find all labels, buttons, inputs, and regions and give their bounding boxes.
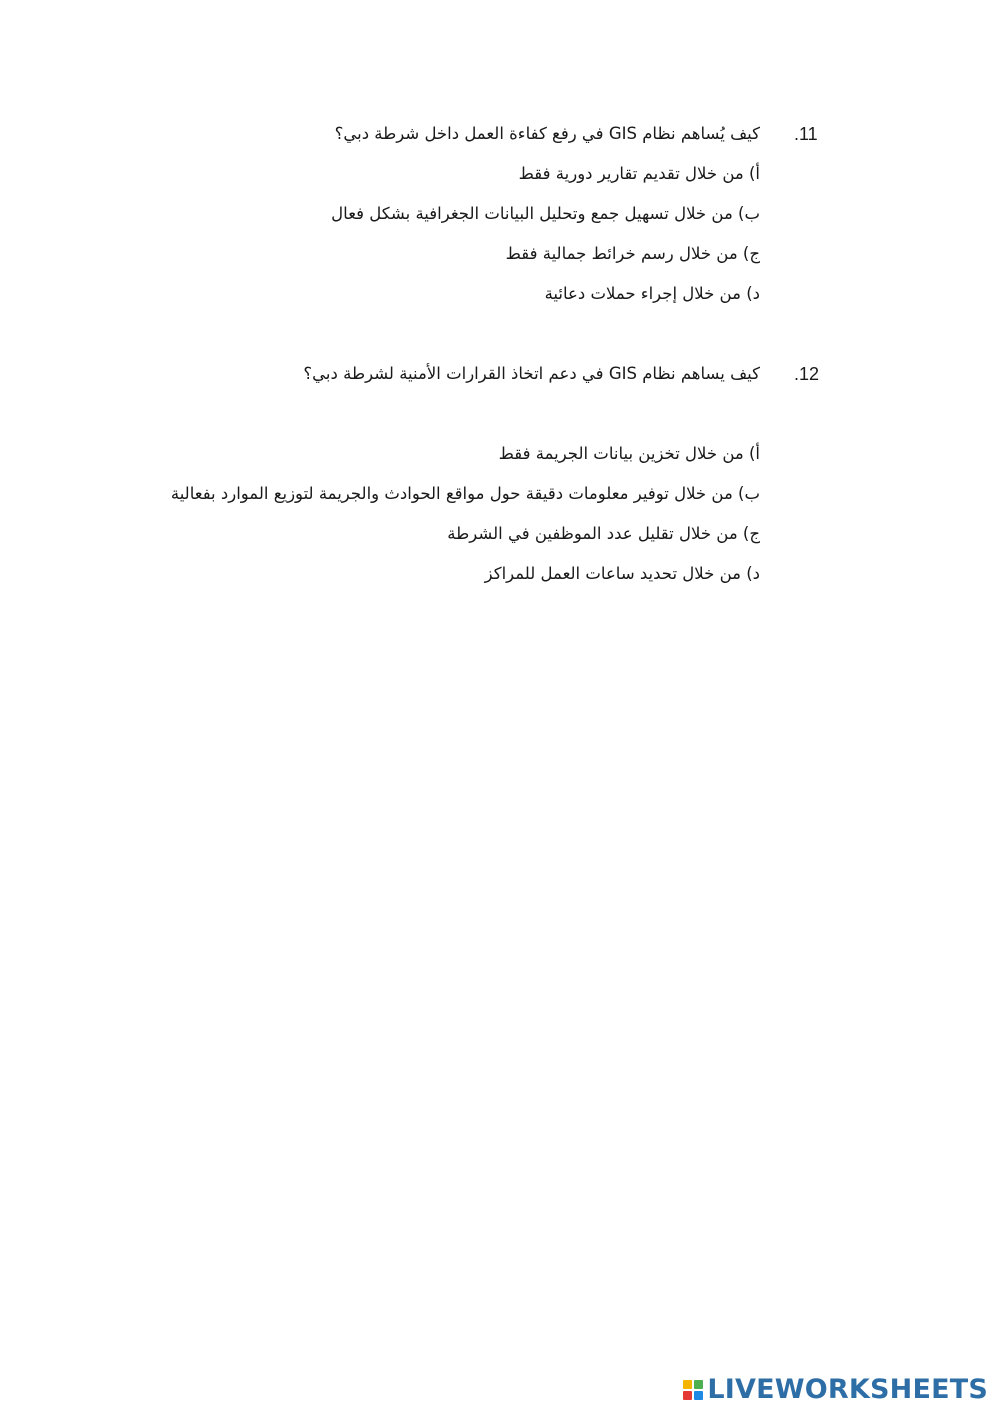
option-c: ج) من خلال تقليل عدد الموظفين في الشرطة <box>447 524 760 543</box>
question-number: .12 <box>794 364 820 384</box>
logo-icon <box>683 1380 703 1400</box>
option-b: ب) من خلال تسهيل جمع وتحليل البيانات الجغرافية بشكل فعال <box>331 204 760 223</box>
brand-text: LIVEWORKSHEETS <box>707 1374 988 1405</box>
liveworksheets-logo <box>683 1376 988 1403</box>
question-text: كيف يُساهم نظام GIS في رفع كفاءة العمل داخل شرطة دبي؟ <box>334 124 760 143</box>
option-d: د) من خلال إجراء حملات دعائية <box>544 284 760 303</box>
option-d: د) من خلال تحديد ساعات العمل للمراكز <box>484 564 760 583</box>
question-text: كيف يساهم نظام GIS في دعم اتخاذ القرارات الأمنية لشرطة دبي؟ <box>303 364 760 383</box>
option-a: أ) من خلال تخزين بيانات الجريمة فقط <box>498 444 760 463</box>
logo-square-green <box>694 1380 703 1389</box>
logo-square-red <box>683 1391 692 1400</box>
question-number: .11 <box>794 124 818 144</box>
option-c: ج) من خلال رسم خرائط جمالية فقط <box>505 244 760 263</box>
logo-square-blue <box>694 1391 703 1400</box>
logo-square-yellow <box>683 1380 692 1389</box>
option-b: ب) من خلال توفير معلومات دقيقة حول مواقع الحوادث والجريمة لتوزيع الموارد بفعالية <box>170 484 760 503</box>
option-a: أ) من خلال تقديم تقارير دورية فقط <box>518 164 760 183</box>
